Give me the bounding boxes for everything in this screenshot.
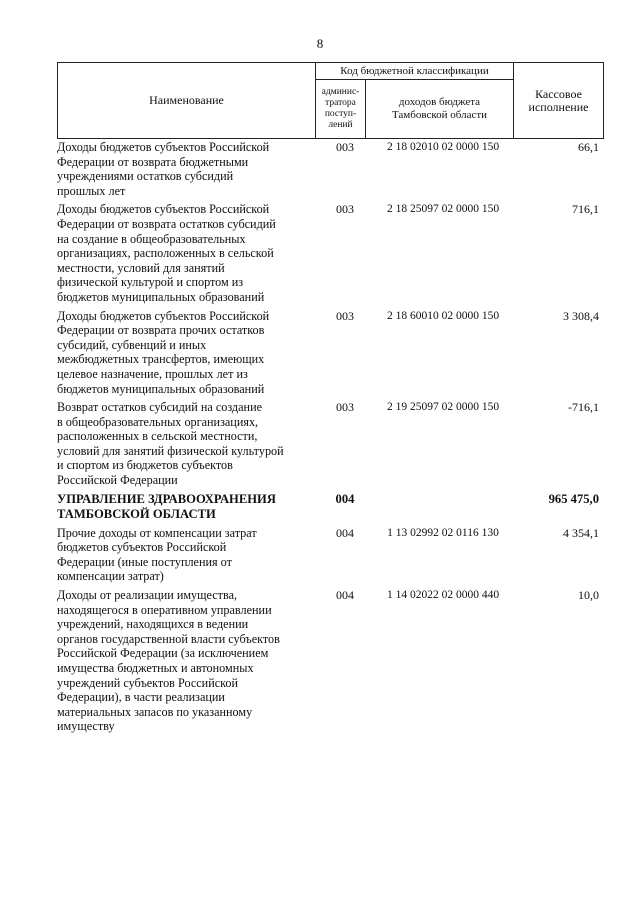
table-row: [57, 526, 603, 584]
row-name-line: Федерации), в части реализации: [57, 690, 225, 705]
row-name-line: на создание в общеобразовательных: [57, 231, 246, 246]
table-row: [57, 400, 603, 488]
row-income-code: 2 18 02010 02 0000 150: [386, 141, 500, 153]
table-row: [57, 588, 603, 734]
row-amount: 4 354,1: [563, 525, 599, 540]
row-name-line: условий для занятий физической культурой: [57, 443, 284, 458]
row-name-line: имуществу: [57, 719, 115, 734]
row-name: [57, 140, 315, 198]
row-name-line: Доходы бюджетов субъектов Российской: [57, 140, 270, 154]
row-name-line: находящегося в оперативном управлении: [57, 602, 272, 617]
table-row: [57, 492, 603, 522]
row-name-line: Федерации от возврата прочих остатков: [57, 323, 265, 338]
row-admin-code: 003: [336, 202, 354, 217]
row-admin-code: 004: [336, 588, 354, 603]
table-row: [57, 309, 603, 397]
row-name-line: Доходы от реализации имущества,: [57, 588, 238, 603]
row-name-line: целевое назначение, прошлых лет из: [57, 366, 248, 381]
row-name-line: Федерации от возврата остатков субсидий: [57, 216, 276, 231]
row-name-line: организациях, расположенных в сельской: [57, 246, 274, 261]
header-execution: Кассовое исполнение: [514, 63, 604, 139]
row-name-line: имущества бюджетных и автономных: [57, 661, 254, 675]
row-name-line: учреждений субъектов Российской: [57, 675, 239, 690]
row-name-line: органов государственной власти субъектов: [57, 631, 280, 646]
row-income-code: 2 19 25097 02 0000 150: [386, 401, 500, 414]
row-name-line: в общеобразовательных организациях,: [57, 414, 259, 429]
row-name: [57, 400, 315, 488]
row-income-code: 2 18 60010 02 0000 150: [386, 309, 500, 322]
row-amount: 10,0: [578, 588, 599, 603]
table-row: [57, 140, 603, 198]
row-amount: 66,1: [578, 140, 599, 154]
row-name-line: материальных запасов по указанному: [57, 704, 253, 719]
row-name: [57, 309, 315, 397]
row-name: [57, 588, 315, 734]
header-kbk: Код бюджетной классификации: [316, 63, 514, 80]
table-header: [57, 62, 604, 139]
row-name-line: и спортом из бюджетов субъектов: [57, 458, 233, 473]
table-body: [57, 140, 603, 738]
row-amount: -716,1: [568, 400, 599, 415]
row-admin-code: 004: [336, 525, 354, 540]
row-name-line: Доходы бюджетов субъектов Российской: [57, 308, 270, 323]
row-amount: 3 308,4: [563, 308, 599, 323]
row-name-line: Российской Федерации: [57, 473, 178, 488]
row-name-line: физической культурой и спортом из: [57, 275, 244, 290]
row-name: [57, 526, 315, 584]
row-name-line: Федерации (иные поступления от: [57, 554, 232, 569]
header-name: Наименование: [58, 63, 316, 139]
page-number: 8: [316, 36, 324, 51]
table-row: [57, 202, 603, 304]
row-name-line: УПРАВЛЕНИЕ ЗДРАВООХРАНЕНИЯ: [57, 491, 276, 506]
row-name-line: местности, условий для занятий: [57, 260, 225, 275]
row-admin-code: 003: [336, 400, 354, 415]
row-admin-code: 003: [336, 140, 354, 154]
row-income-code: 2 18 25097 02 0000 150: [386, 203, 500, 216]
row-name-line: бюджетов субъектов Российской: [57, 540, 227, 555]
row-name-line: бюджетов муниципальных образований: [57, 381, 265, 396]
row-name-line: Российской Федерации (за исключением: [57, 646, 269, 661]
header-admin: админис- тратора поступ- лений: [316, 80, 366, 139]
row-income-code: 1 14 02022 02 0000 440: [386, 589, 500, 602]
row-name-line: учреждений, находящихся в ведении: [57, 617, 249, 632]
row-admin-code: 003: [336, 308, 354, 323]
row-name-line: бюджетов муниципальных образований: [57, 289, 265, 304]
row-amount: 716,1: [572, 202, 599, 217]
row-name-line: субсидий, субвенций и иных: [57, 337, 207, 352]
row-name-line: Возврат остатков субсидий на создание: [57, 400, 262, 415]
row-name-line: межбюджетных трансфертов, имеющих: [57, 352, 265, 367]
row-name-line: расположенных в сельской местности,: [57, 429, 258, 444]
row-name-line: прошлых лет: [57, 183, 126, 198]
row-name: [57, 202, 315, 304]
row-admin-code: 004: [335, 491, 355, 506]
row-name: [57, 492, 315, 522]
row-name-line: ТАМБОВСКОЙ ОБЛАСТИ: [57, 506, 216, 521]
row-amount: 965 475,0: [548, 491, 599, 506]
row-name-line: компенсации затрат): [57, 569, 164, 584]
row-name-line: учреждениями остатков субсидий: [57, 169, 234, 184]
header-income: доходов бюджета Тамбовской области: [366, 80, 514, 139]
row-name-line: Федерации от возврата бюджетными: [57, 154, 249, 169]
row-income-code: 1 13 02992 02 0116 130: [387, 526, 499, 539]
row-name-line: Прочие доходы от компенсации затрат: [57, 525, 257, 540]
row-name-line: Доходы бюджетов субъектов Российской: [57, 202, 270, 217]
